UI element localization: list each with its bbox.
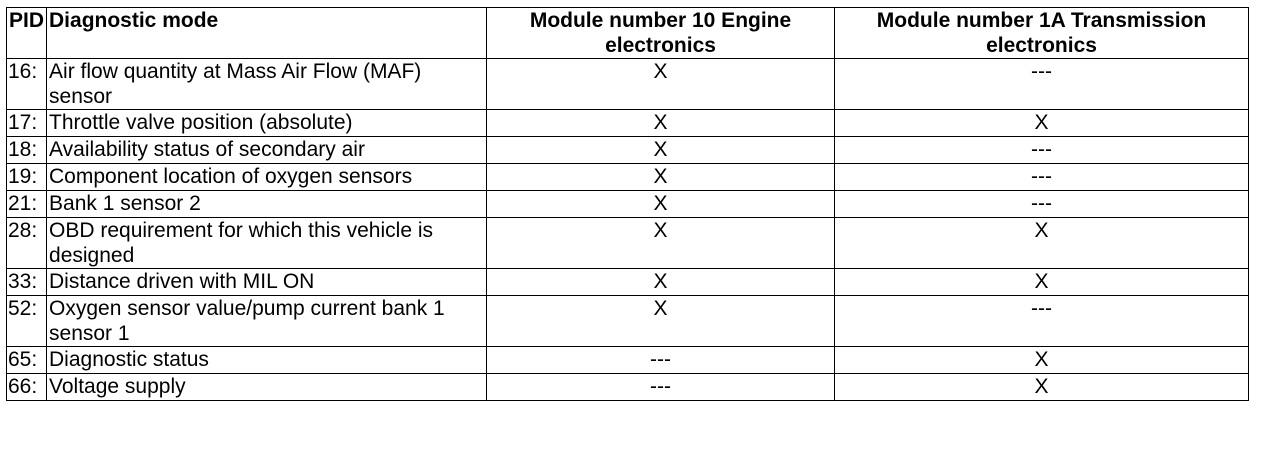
table-row (7, 374, 1249, 401)
pid-cell: 52: (7, 296, 47, 347)
pid-cell: 16: (7, 59, 47, 110)
pid-cell: 19: (7, 164, 47, 191)
module-10-cell: --- (487, 347, 835, 374)
table-row (7, 218, 1249, 269)
pid-cell: 33: (7, 269, 47, 296)
mode-cell: OBD requirement for which this vehicle is designed (47, 218, 487, 269)
module-1a-cell: --- (835, 164, 1249, 191)
header-pid: PID (7, 8, 47, 59)
pid-cell: 18: (7, 137, 47, 164)
pid-cell: 66: (7, 374, 47, 401)
table-row (7, 59, 1249, 110)
module-1a-cell: --- (835, 59, 1249, 110)
module-1a-cell: X (835, 347, 1249, 374)
module-10-cell: X (487, 59, 835, 110)
module-10-cell: X (487, 296, 835, 347)
table-row (7, 191, 1249, 218)
mode-cell: Oxygen sensor value/pump current bank 1 sensor 1 (47, 296, 487, 347)
module-10-cell: X (487, 191, 835, 218)
header-module-1a: Module number 1A Transmission electronics (835, 8, 1249, 59)
table-row (7, 269, 1249, 296)
table-row (7, 137, 1249, 164)
pid-cell: 28: (7, 218, 47, 269)
pid-cell: 17: (7, 110, 47, 137)
table-row (7, 164, 1249, 191)
mode-cell: Throttle valve position (absolute) (47, 110, 487, 137)
mode-cell: Distance driven with MIL ON (47, 269, 487, 296)
module-1a-cell: --- (835, 296, 1249, 347)
module-1a-cell: X (835, 269, 1249, 296)
module-1a-cell: --- (835, 191, 1249, 218)
module-1a-cell: X (835, 374, 1249, 401)
module-1a-cell: --- (835, 137, 1249, 164)
mode-cell: Diagnostic status (47, 347, 487, 374)
module-1a-cell: X (835, 218, 1249, 269)
header-diagnostic-mode: Diagnostic mode (47, 8, 487, 59)
mode-cell: Bank 1 sensor 2 (47, 191, 487, 218)
table-row (7, 296, 1249, 347)
module-10-cell: X (487, 110, 835, 137)
table-header-row (7, 8, 1249, 59)
mode-cell: Availability status of secondary air (47, 137, 487, 164)
table-row (7, 110, 1249, 137)
module-10-cell: X (487, 218, 835, 269)
mode-cell: Component location of oxygen sensors (47, 164, 487, 191)
module-10-cell: X (487, 137, 835, 164)
header-module-10: Module number 10 Engine electronics (487, 8, 835, 59)
module-10-cell: X (487, 269, 835, 296)
module-10-cell: X (487, 164, 835, 191)
mode-cell: Voltage supply (47, 374, 487, 401)
mode-cell: Air flow quantity at Mass Air Flow (MAF) sensor (47, 59, 487, 110)
module-1a-cell: X (835, 110, 1249, 137)
pid-cell: 21: (7, 191, 47, 218)
table-row (7, 347, 1249, 374)
module-10-cell: --- (487, 374, 835, 401)
pid-cell: 65: (7, 347, 47, 374)
diagnostic-table (6, 7, 1249, 401)
